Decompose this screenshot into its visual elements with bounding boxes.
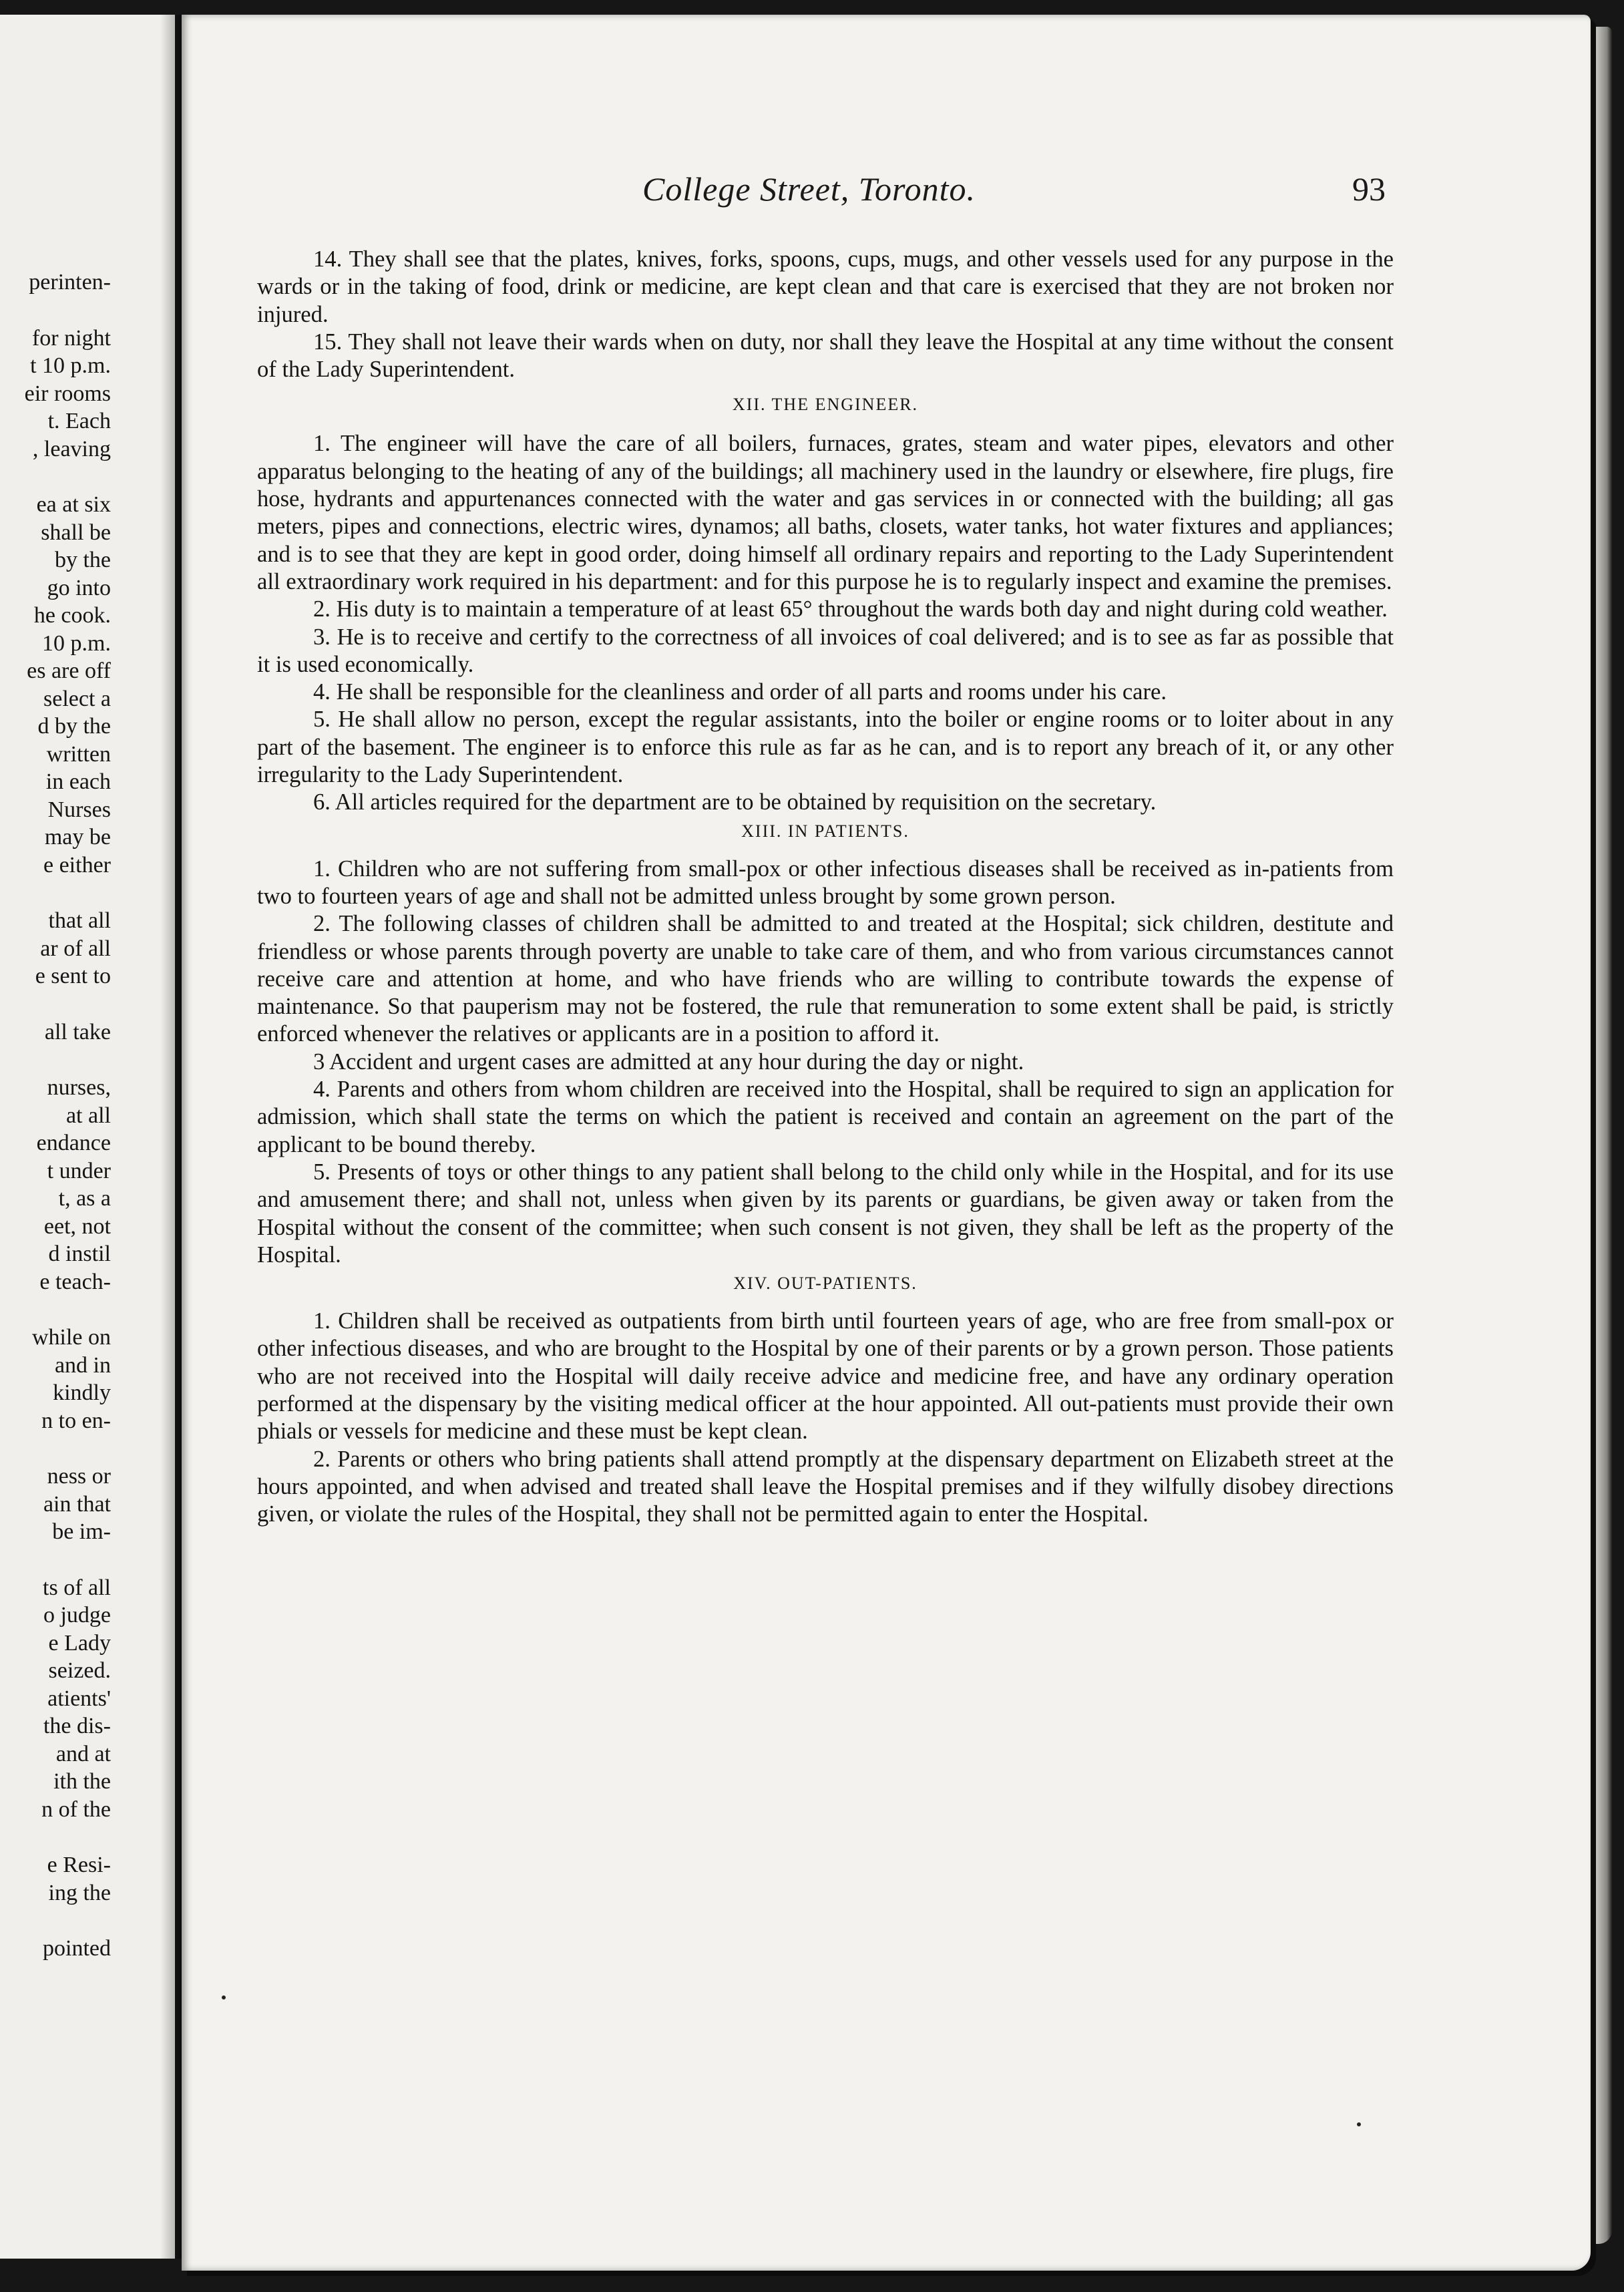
engineer-rule: 5. He shall allow no person, except the regular assistants, into the boiler or engine rooms or to loiter about in any part of the basement. The engineer is to enforce this rule as far as he can, and is to report any breach of it, or any other irregularity to the Lady Superintendent. <box>257 707 1394 788</box>
previous-page-line: be im- <box>52 1519 111 1544</box>
previous-page-line: t 10 p.m. <box>30 353 111 378</box>
previous-page-line: n to en- <box>41 1408 111 1433</box>
previous-page-line: ing the <box>48 1880 111 1905</box>
page-header <box>182 170 1591 210</box>
previous-page-line: may be <box>44 825 111 849</box>
engineer-rule: 3. He is to receive and certify to the correctness of all invoices of coal delivered; and is to see as far as possible that it is used economically. <box>257 624 1394 677</box>
previous-page-line: and in <box>54 1352 111 1378</box>
page-body <box>257 246 1394 1528</box>
engineer-rule: 1. The engineer will have the care of all boilers, furnaces, grates, steam and water pipes, elevators and other apparatus belonging to the heating of any of the buildings; all machinery used in the laundry or elsewhere, fire plugs, fire hose, hydrants and appurtenances connected with the water and gas services in or connected with the building; all gas meters, pipes and connections, electric wires, dynamos; all baths, closets, water tanks, hot water fixtures and appliances; and is to see that they are kept in good order, doing himself all ordinary repairs and reporting to the Lady Superintendent all extraordinary work required in his department: and for this purpose he is to regularly inspect and examine the premises. <box>257 431 1394 594</box>
previous-page-line: o judge <box>43 1603 111 1628</box>
previous-page-line: perinten- <box>29 270 111 295</box>
previous-page-line: the dis- <box>43 1714 111 1738</box>
previous-page-line: in each <box>45 769 111 794</box>
in-patients-rule: 3 Accident and urgent cases are admitted at any hour during the day or night. <box>313 1048 1024 1075</box>
previous-page-line: he cook. <box>33 603 111 628</box>
previous-page-line: e teach- <box>39 1269 111 1294</box>
previous-page-line: t under <box>47 1158 111 1183</box>
previous-page-line: atients' <box>47 1686 111 1711</box>
engineer-rule: 2. His duty is to maintain a temperature of at least 65° throughout the wards both day and night during cold weather. <box>313 596 1388 622</box>
in-patients-rule: 4. Parents and others from whom children are received into the Hospital, shall be required to sign an application for admission, which shall state the terms on which the patient is received and contain an agreement on the part of the applicant to be bound thereby. <box>257 1077 1394 1157</box>
previous-page-line: ness or <box>47 1464 111 1489</box>
previous-page-line: that all <box>48 908 111 933</box>
previous-page-line: for night <box>31 325 111 351</box>
previous-page-line: by the <box>54 548 111 572</box>
previous-page-line: ith the <box>53 1769 111 1794</box>
previous-page-line <box>0 463 111 491</box>
in-patients-rule: 2. The following classes of children shall be admitted to and treated at the Hospital; sick children, destitute and friendless or whose parents through poverty are unable to take care of them, and who from various circumstances cannot receive care and attention at home, and who have friends who are willing to contribute towards the expense of maintenance. So that pauperism may not be fostered, the rule that remuneration to some extent shall be paid, is strictly enforced whenever the relatives or applicants are in a position to afford it. <box>257 911 1394 1047</box>
previous-page-line: e Resi- <box>47 1853 111 1877</box>
previous-page-line: select a <box>43 686 111 711</box>
previous-page-line: e sent to <box>35 964 111 988</box>
previous-page-line: pointed <box>43 1936 111 1961</box>
out-patients-rule: 2. Parents or others who bring patients shall attend promptly at the dispensary department on Elizabeth street at the hours appointed, and when advised and treated shall leave the Hospital premises and if they wilfully disobey directions given, or violate the rules of the Hospital, they shall not be permitted again to enter the Hospital. <box>257 1446 1394 1527</box>
previous-page-line: ain that <box>43 1491 111 1517</box>
in-patients-rule: 1. Children who are not suffering from small-pox or other infectious diseases shall be received as in-patients from two to fourteen years of age and shall not be admitted unless brought by some grown person. <box>257 855 1394 909</box>
out-patients-rule: 1. Children shall be received as outpatients from birth until fourteen years of age, who are free from small-pox or other infectious diseases, and who are brought to the Hospital by one of their parents or by a grown person. Those patients who are not received into the Hospital will daily receive advice and medicine free, and have any ordinary operation performed at the dispensary by the visiting medical officer at the hour appointed. All out-patients must provide their own phials or vessels for medicine and these must be kept clean. <box>257 1308 1394 1445</box>
previous-page-line: shall be <box>41 520 111 545</box>
engineer-rule: 6. All articles required for the department are to be obtained by requisition on the secretary. <box>313 789 1157 815</box>
engineer-rule: 4. He shall be responsible for the cleanliness and order of all parts and rooms under his care. <box>313 679 1167 705</box>
in-patients-rule: 5. Presents of toys or other things to any patient shall belong to the child only while in the Hospital, and for its use and amusement there; and shall not, unless when given by its parents or guardians, be given away or taken from the Hospital without the consent of the committee; when such consent is not given, they shall be left as the property of the Hospital. <box>257 1159 1394 1268</box>
previous-page-line: go into <box>47 575 111 600</box>
previous-page-line: ar of all <box>40 936 111 961</box>
previous-page-line: while on <box>31 1325 111 1350</box>
previous-page-line: 10 p.m. <box>42 630 111 656</box>
previous-page-line: all take <box>44 1019 111 1044</box>
page-number: 93 <box>1352 170 1386 208</box>
previous-page-line: n of the <box>41 1796 111 1822</box>
section-heading-engineer: XII. THE ENGINEER. <box>732 395 919 415</box>
previous-page-line: t, as a <box>58 1186 111 1211</box>
ink-speck <box>222 1995 226 1999</box>
previous-page-line: , leaving <box>32 436 111 461</box>
previous-page-line: kindly <box>53 1380 111 1405</box>
previous-page-line <box>0 1046 111 1074</box>
previous-page-line: t. Each <box>47 409 111 433</box>
previous-page-text <box>0 268 111 1963</box>
previous-page-line: endance <box>36 1131 111 1155</box>
previous-page-line: d by the <box>37 714 111 739</box>
previous-page-line: eir rooms <box>24 381 111 406</box>
previous-page-line <box>0 1907 111 1935</box>
running-head: College Street, Toronto. <box>642 170 976 208</box>
previous-page-line <box>0 879 111 907</box>
section-heading-out-patients: XIV. OUT-PATIENTS. <box>733 1274 918 1294</box>
paragraph-15: 15. They shall not leave their wards when on duty, nor shall they leave the Hospital at any time without the consent of the Lady Superintendent. <box>257 329 1394 383</box>
previous-page-line <box>0 1435 111 1463</box>
previous-page-line: and at <box>55 1741 111 1766</box>
paragraph-14: 14. They shall see that the plates, knives, forks, spoons, cups, mugs, and other vessels used for any purpose in the wards or in the taking of food, drink or medicine, are kept clean and that care is exercised that they are not broken nor injured. <box>257 246 1394 327</box>
previous-page-line: e Lady <box>48 1630 111 1656</box>
page-edge <box>1595 27 1612 2244</box>
previous-page-line: seized. <box>48 1658 111 1683</box>
previous-page-line: eet, not <box>43 1213 111 1239</box>
ink-speck <box>1357 2122 1361 2126</box>
previous-page-line: e either <box>43 852 111 878</box>
previous-page-line <box>0 1296 111 1324</box>
previous-page-line <box>0 1546 111 1574</box>
previous-page-line: Nurses <box>47 797 111 822</box>
previous-page-fragment <box>0 15 175 2259</box>
previous-page-line: ts of all <box>43 1575 111 1600</box>
previous-page-line: es are off <box>27 658 111 683</box>
previous-page-line: at all <box>65 1103 111 1128</box>
previous-page-line <box>0 1823 111 1851</box>
previous-page-line: d instil <box>48 1242 111 1266</box>
previous-page-line: written <box>46 741 111 767</box>
previous-page-line: ea at six <box>36 492 111 517</box>
previous-page-line <box>0 990 111 1018</box>
previous-page-line <box>0 297 111 325</box>
previous-page-line: nurses, <box>47 1075 111 1100</box>
page <box>182 15 1591 2271</box>
section-heading-in-patients: XIII. IN PATIENTS. <box>741 821 909 841</box>
